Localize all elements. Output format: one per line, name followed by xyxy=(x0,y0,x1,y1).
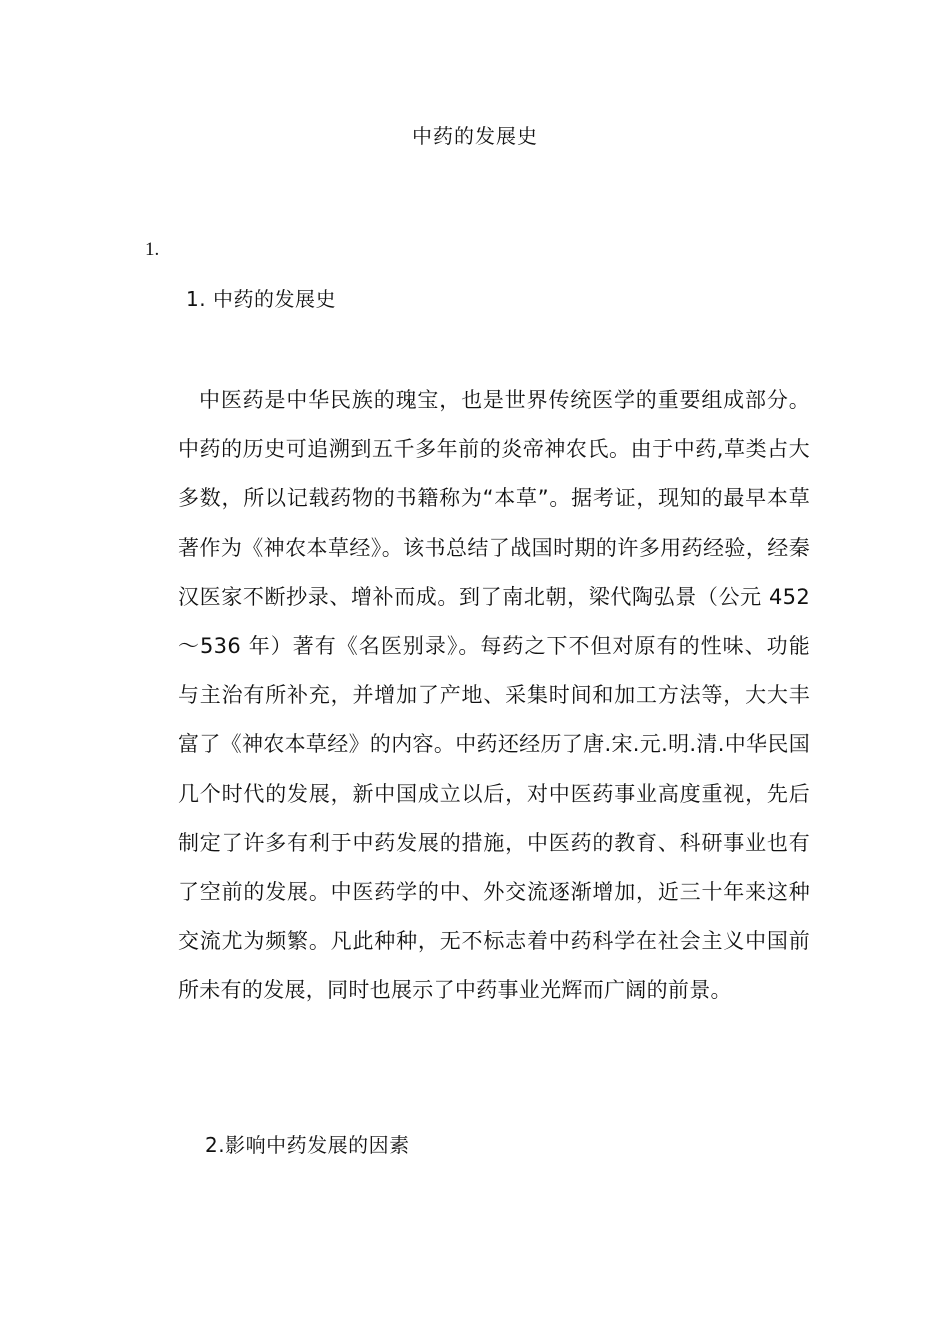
list-number: 1. xyxy=(145,239,160,260)
document-title: 中药的发展史 xyxy=(412,124,538,148)
section-heading-factors: 2.影响中药发展的因素 xyxy=(205,1133,410,1157)
section-body-history: 中医药是中华民族的瑰宝，也是世界传统医学的重要组成部分。中药的历史可追溯到五千多年前的炎帝神农氏。由于中药,草类占大多数，所以记载药物的书籍称为“本草”。据考证，现知的最早本草著作为《神农本草经》。该书总结了战国时期的许多用药经验，经秦汉医家不断抄录、增补而成。到了南北朝，梁代陶弘景（公元 452～536 年）著有《名医别录》。每药之下不但对原有的性味、功能与主治有所补充，并增加了产地、采集时间和加工方法等，大大丰富了《神农本草经》的内容。中药还经历了唐.宋.元.明.清.中华民国几个时代的发展，新中国成立以后，对中医药事业高度重视，先后制定了许多有利于中药发展的措施，中医药的教育、科研事业也有了空前的发展。中医药学的中、外交流逐渐增加，近三十年来这种交流尤为频繁。凡此种种，无不标志着中药科学在社会主义中国前所未有的发展，同时也展示了中药事业光辉而广阔的前景。 xyxy=(178,388,810,1003)
section-heading-history: 1. 中药的发展史 xyxy=(186,287,336,311)
